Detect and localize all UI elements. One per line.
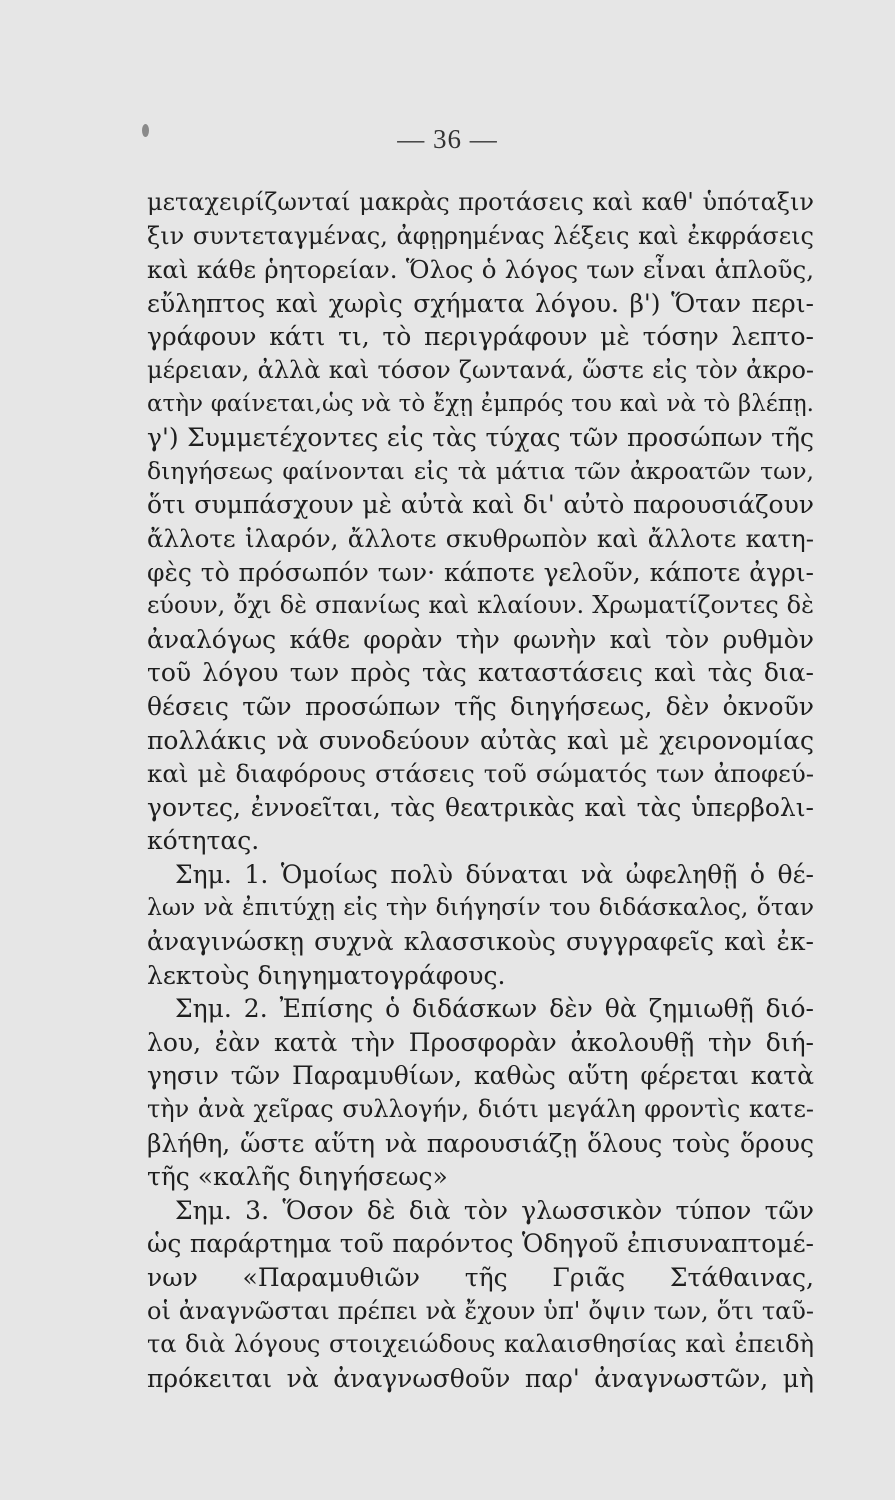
text-line: μεταχειρίζωνταί μακρὰς προτάσεις καὶ καθ' ὑπόταξιν	[147, 188, 814, 216]
text-line: ὅτι συμπάσχουν μὲ αὐτὰ καὶ δι' αὐτὸ παρουσιάζουν	[147, 490, 814, 520]
note-2-line: Σημ. 2. Ἐπίσης ὁ διδάσκων δὲν θὰ ζημιωθῇ διό-	[175, 994, 814, 1024]
note-1-line: Σημ. 1. Ὁμοίως πολὺ δύναται νὰ ὠφεληθῇ ὁ θέ-	[175, 859, 814, 889]
text-line: γράφουν κάτι τι, τὸ περιγράφουν μὲ τόσην λεπτο-	[147, 322, 814, 352]
text-line: ξιν συντεταγμένας, ἀφῃρημένας λέξεις καὶ ἐκφράσεις	[147, 221, 814, 250]
text-line: εύουν, ὄχι δὲ σπανίως καὶ κλαίουν. Χρωματίζοντες δὲ	[147, 591, 814, 620]
text-line: εὔληπτος καὶ χωρὶς σχήματα λόγου. β') Ὅταν περι-	[147, 288, 814, 318]
text-line: τῆς «καλῆς διηγήσεως»	[147, 1162, 448, 1192]
text-line: οἱ ἀναγνῶσται πρέπει νὰ ἔχουν ὑπ' ὄψιν των, ὅτι ταῦ-	[147, 1296, 814, 1325]
text-line: λου, ἐὰν κατὰ τὴν Προσφορὰν ἀκολουθῇ τὴν διή-	[147, 1027, 814, 1057]
text-line: διηγήσεως φαίνονται εἰς τὰ μάτια τῶν ἀκροατῶν των,	[147, 456, 814, 485]
text-line: ἀναγινώσκῃ συχνὰ κλασσικοὺς συγγραφεῖς καὶ ἐκ-	[147, 927, 814, 957]
text-line: μέρειαν, ἀλλὰ καὶ τόσον ζωντανά, ὥστε εἰς τὸν ἀκρο-	[147, 355, 814, 384]
text-line: γ') Συμμετέχοντες εἰς τὰς τύχας τῶν προσώπων τῆς	[147, 423, 814, 453]
text-line: θέσεις τῶν προσώπων τῆς διηγήσεως, δὲν ὀκνοῦν	[147, 691, 814, 721]
text-line: πρόκειται νὰ ἀναγνωσθοῦν παρ' ἀναγνωστῶν, μὴ	[147, 1363, 814, 1393]
text-line: γησιν τῶν Παραμυθίων, καθὼς αὕτη φέρεται κατὰ	[147, 1061, 814, 1091]
note-3-line: Σημ. 3. Ὅσον δὲ διὰ τὸν γλωσσικὸν τύπον τῶν	[175, 1195, 814, 1225]
text-line: καὶ μὲ διαφόρους στάσεις τοῦ σώματός των ἀποφεύ-	[147, 759, 814, 789]
text-line: λων νὰ ἐπιτύχῃ εἰς τὴν διήγησίν του διδάσκαλος, ὅταν	[147, 893, 814, 922]
text-line: βλήθη, ὥστε αὕτη νὰ παρουσιάζῃ ὅλους τοὺς ὅρους	[147, 1128, 814, 1158]
text-line: καὶ κάθε ῥητορείαν. Ὅλος ὁ λόγος των εἶναι ἁπλοῦς,	[147, 255, 814, 285]
text-line: κότητας.	[147, 826, 260, 856]
text-line: λεκτοὺς διηγηματογράφους.	[147, 960, 506, 990]
text-line: ὡς παράρτημα τοῦ παρόντος Ὁδηγοῦ ἐπισυναπτομέ-	[147, 1229, 814, 1259]
text-line: γοντες, ἐννοεῖται, τὰς θεατρικὰς καὶ τὰς ὑπερβολι-	[147, 792, 814, 822]
text-line: τοῦ λόγου των πρὸς τὰς καταστάσεις καὶ τὰς δια-	[147, 658, 814, 688]
text-line: τὴν ἀνὰ χεῖρας συλλογήν, διότι μεγάλη φροντὶς κατε-	[147, 1095, 814, 1124]
page-number: — 36 —	[397, 124, 498, 154]
text-line: πολλάκις νὰ συνοδεύουν αὐτὰς καὶ μὲ χειρονομίας	[147, 725, 814, 755]
body-text	[147, 186, 814, 1395]
text-line: ἄλλοτε ἱλαρόν, ἄλλοτε σκυθρωπὸν καὶ ἄλλοτε κατη-	[147, 523, 814, 553]
text-line: ατὴν φαίνεται,ὡς νὰ τὸ ἔχῃ ἐμπρός του καὶ νὰ τὸ βλέπῃ.	[147, 390, 814, 417]
text-line: νων «Παραμυθιῶν τῆς Γριᾶς Στάθαινας,	[147, 1263, 814, 1292]
text-line: φὲς τὸ πρόσωπόν των· κάποτε γελοῦν, κάποτε ἀγρι-	[147, 557, 814, 587]
text-line: ἀναλόγως κάθε φορὰν τὴν φωνὴν καὶ τὸν ρυθμὸν	[147, 624, 814, 654]
text-line: τα διὰ λόγους στοιχειώδους καλαισθησίας καὶ ἐπειδὴ	[147, 1330, 814, 1359]
